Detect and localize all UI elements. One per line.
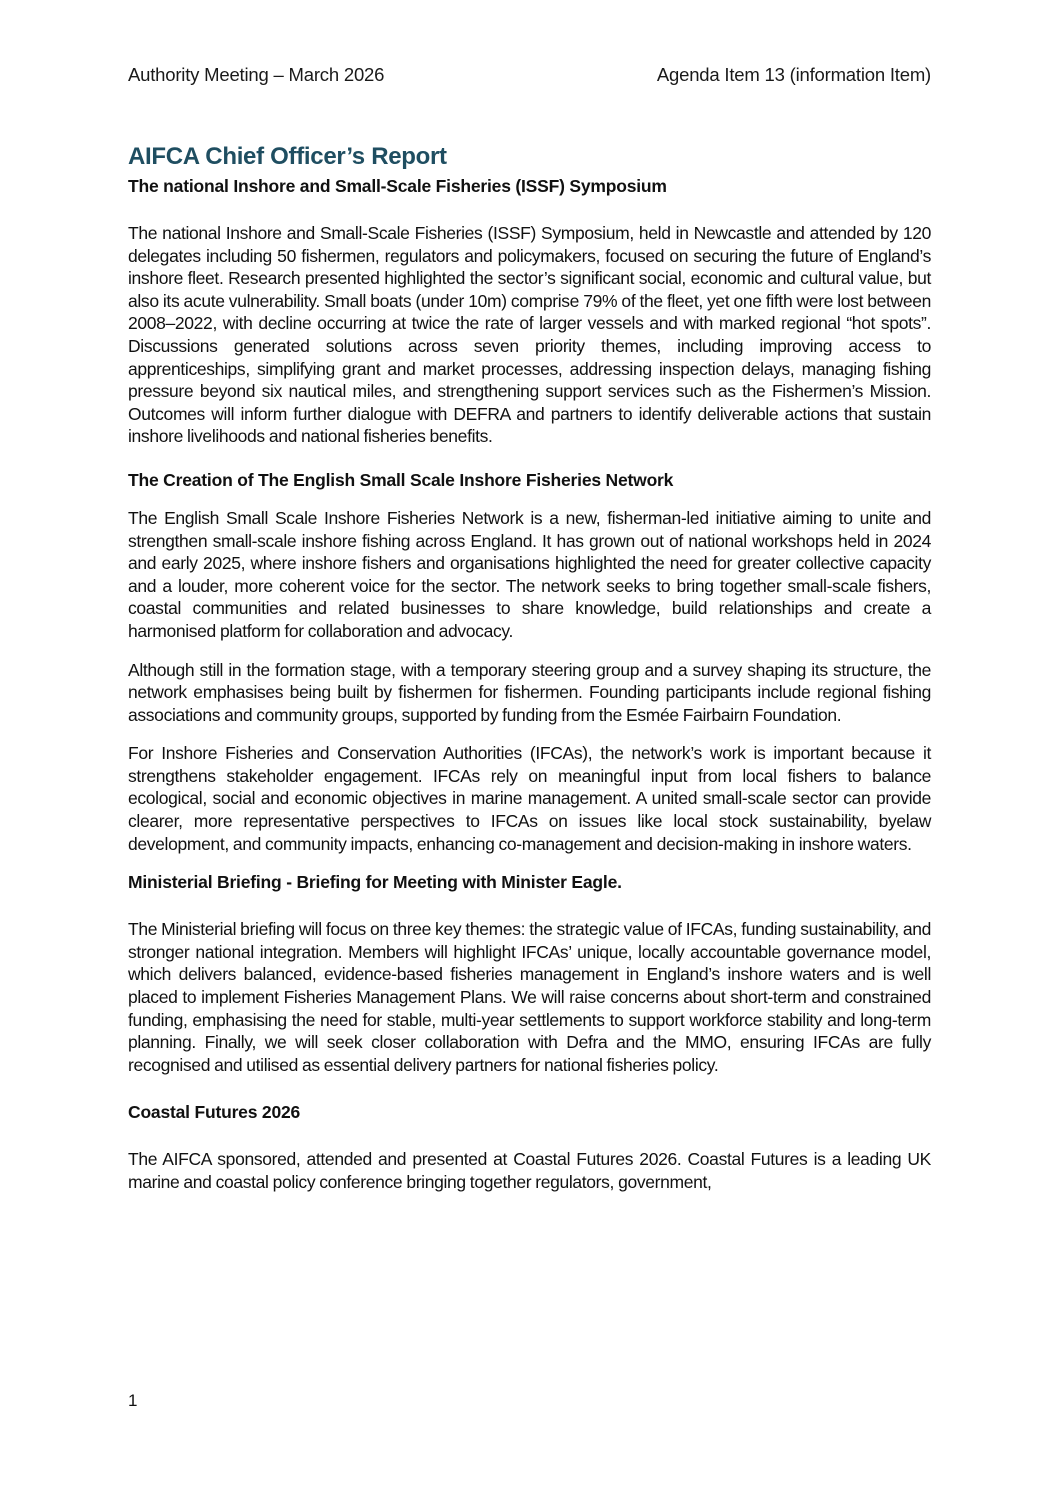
section-heading-fisheries-network: The Creation of The English Small Scale Inshore Fisheries Network — [128, 469, 674, 490]
document-body — [128, 142, 931, 1194]
header-meeting-title: Authority Meeting – March 2026 — [128, 64, 385, 85]
section-heading-coastal-futures: Coastal Futures 2026 — [128, 1102, 301, 1123]
paragraph-ministerial-briefing: The Ministerial briefing will focus on three key themes: the strategic value of IFCAs, funding sustainability, and stronger national integration. Members will highlight IFCAs’ unique, locally accountable governance model, which delivers balanced, evidence-based fisheries management in England’s inshore waters and is well placed to implement Fisheries Management Plans. We will raise concerns about short-term and constrained funding, emphasising the need for stable, multi-year settlements to support workforce stability and long-term planning. Finally, we will seek closer collaboration with Defra and the MMO, ensuring IFCAs are fully recognised and utilised as essential delivery partners for national fisheries policy. — [128, 919, 931, 1075]
section-heading-ministerial-briefing: Ministerial Briefing - Briefing for Meeting with Minister Eagle. — [128, 872, 622, 893]
paragraph-network-intro: The English Small Scale Inshore Fisheries Network is a new, fisherman-led initiative aiming to unite and strengthen small-scale inshore fishing across England. It has grown out of national workshops held in 2024 and early 2025, where inshore fishers and organisations highlighted the need for greater collective capacity and a louder, more coherent voice for the sector. The network seeks to bring together small-scale fishers, coastal communities and related businesses to share knowledge, build relationships and create a harmonised platform for collaboration and advocacy. — [128, 507, 931, 641]
paragraph-coastal-futures: The AIFCA sponsored, attended and presented at Coastal Futures 2026. Coastal Futures is a leading UK marine and coastal policy conference bringing together regulators, government, — [128, 1149, 931, 1192]
paragraph-issf-symposium: The national Inshore and Small-Scale Fisheries (ISSF) Symposium, held in Newcastle and attended by 120 delegates including 50 fishermen, regulators and policymakers, focused on securing the future of England’s inshore fleet. Research presented highlighted the sector’s significant social, economic and cultural value, but also its acute vulnerability. Small boats (under 10m) comprise 79% of the fleet, yet one fifth were lost between 2008–2022, with decline occurring at twice the rate of larger vessels and with marked regional “hot spots”. Discussions generated solutions across seven priority themes, including improving access to apprenticeships, simplifying grant and market processes, addressing inspection delays, managing fishing pressure beyond six nautical miles, and strengthening support services such as the Fishermen’s Mission. Outcomes will inform further dialogue with DEFRA and partners to identify deliverable actions that sustain inshore livelihoods and national fisheries benefits. — [128, 223, 931, 447]
paragraph-network-formation: Although still in the formation stage, with a temporary steering group and a survey shaping its structure, the network emphasises being built by fishermen for fishermen. Founding participants include regional fishing associations and community groups, supported by funding from the Esmée Fairbairn Foundation. — [128, 659, 931, 725]
section-heading-issf-symposium: The national Inshore and Small-Scale Fisheries (ISSF) Symposium — [128, 176, 667, 196]
header-agenda-item: Agenda Item 13 (information Item) — [656, 64, 931, 85]
page-number: 1 — [128, 1391, 138, 1410]
running-header — [128, 64, 931, 86]
paragraph-network-ifcas: For Inshore Fisheries and Conservation Authorities (IFCAs), the network’s work is important because it strengthens stakeholder engagement. IFCAs rely on meaningful input from local fishers to balance ecological, social and economic objectives in marine management. A united small-scale sector can provide clearer, more representative perspectives to IFCAs on issues like local stock sustainability, byelaw development, and community impacts, enhancing co-management and decision-making in inshore waters. — [128, 743, 931, 854]
report-title: AIFCA Chief Officer’s Report — [128, 143, 447, 170]
